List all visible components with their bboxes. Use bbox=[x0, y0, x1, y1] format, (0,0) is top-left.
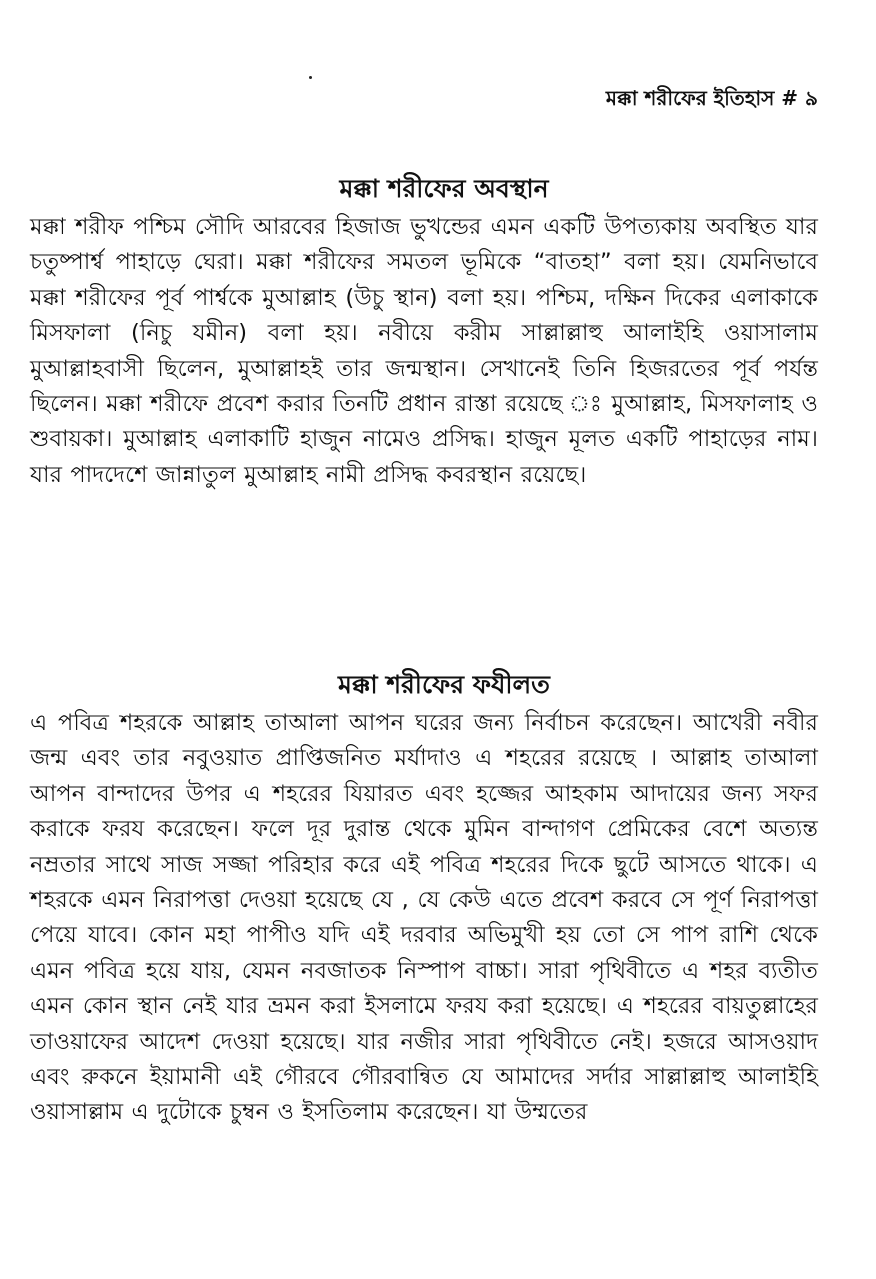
paragraph-location: মক্কা শরীফ পশ্চিম সৌদি আরবের হিজাজ ভুখন্ডের এমন একটি উপত্যকায় অবস্থিত যার চতুষ্পার্শ্ব পাহাড়ে ঘেরা। মক্কা শরীফের সমতল ভূমিকে “বাতহা” বলা হয়। যেমনিভাবে মক্কা শরীফের পূর্ব পার্শ্বকে মুআল্লাহ (উচু স্থান) বলা হয়। পশ্চিম, দক্ষিন দিকের এলাকাকে মিসফালা (নিচু যমীন) বলা হয়। নবীয়ে করীম সাল্লাল্লাহু আলাইহি ওয়াসালাম মুআল্লাহবাসী ছিলেন, মুআল্লাহই তার জন্মস্থান। সেখানেই তিনি হিজরতের পূর্ব পর্যন্ত ছিলেন। মক্কা শরীফে প্রবেশ করার তিনটি প্রধান রাস্তা রয়েছে ঃ মুআল্লাহ, মিসফালাহ ও শুবায়কা। মুআল্লাহ এলাকাটি হাজুন নামেও প্রসিদ্ধ। হাজুন মূলত একটি পাহাড়ের নাম। যার পাদদেশে জান্নাতুল মুআল্লাহ নামী প্রসিদ্ধ কবরস্থান রয়েছে। bbox=[30, 214, 818, 488]
section-virtues bbox=[30, 666, 818, 1131]
section-title-virtues: মক্কা শরীফের ফযীলত bbox=[338, 670, 550, 699]
print-speck bbox=[309, 76, 312, 79]
running-header: মক্কা শরীফের ইতিহাস # ৯ bbox=[605, 86, 818, 110]
paragraph-virtues: এ পবিত্র শহরকে আল্লাহ তাআলা আপন ঘরের জন্য নির্বাচন করেছেন। আখেরী নবীর জন্ম এবং তার নবুওয়াত প্রাপ্তিজনিত মর্যাদাও এ শহরের রয়েছে । আল্লাহ তাআলা আপন বান্দাদের উপর এ শহরের যিয়ারত এবং হজ্জের আহকাম আদায়ের জন্য সফর করাকে ফরয করেছেন। ফলে দূর দুরান্ত থেকে মুমিন বান্দাগণ প্রেমিকের বেশে অত্যন্ত নম্রতার সাথে সাজ সজ্জা পরিহার করে এই পবিত্র শহরের দিকে ছুটে আসতে থাকে। এ শহরকে এমন নিরাপত্তা দেওয়া হয়েছে যে , যে কেউ এতে প্রবেশ করবে সে পূর্ণ নিরাপত্তা পেয়ে যাবে। কোন মহা পাপীও যদি এই দরবার অভিমুখী হয় তো সে পাপ রাশি থেকে এমন পবিত্র হয়ে যায়, যেমন নবজাতক নিস্পাপ বাচ্চা। সারা পৃথিবীতে এ শহর ব্যতীত এমন কোন স্থান নেই যার ভ্রমন করা ইসলামে ফরয করা হয়েছে। এ শহরের বায়তুল্লাহের তাওয়াফের আদেশ দেওয়া হয়েছে। যার নজীর সারা পৃথিবীতে নেই। হজরে আসওয়াদ এবং রুকনে ইয়ামানী এই গৌরবে গৌরবান্বিত যে আমাদের সর্দার সাল্লাল্লাহু আলাইহি ওয়াসাল্লাম এ দুটোকে চুম্বন ও ইসতিলাম করেছেন। যা উম্মতের bbox=[30, 710, 818, 1126]
section-title-location: মক্কা শরীফের অবস্থান bbox=[339, 174, 549, 203]
section-location bbox=[30, 170, 818, 493]
